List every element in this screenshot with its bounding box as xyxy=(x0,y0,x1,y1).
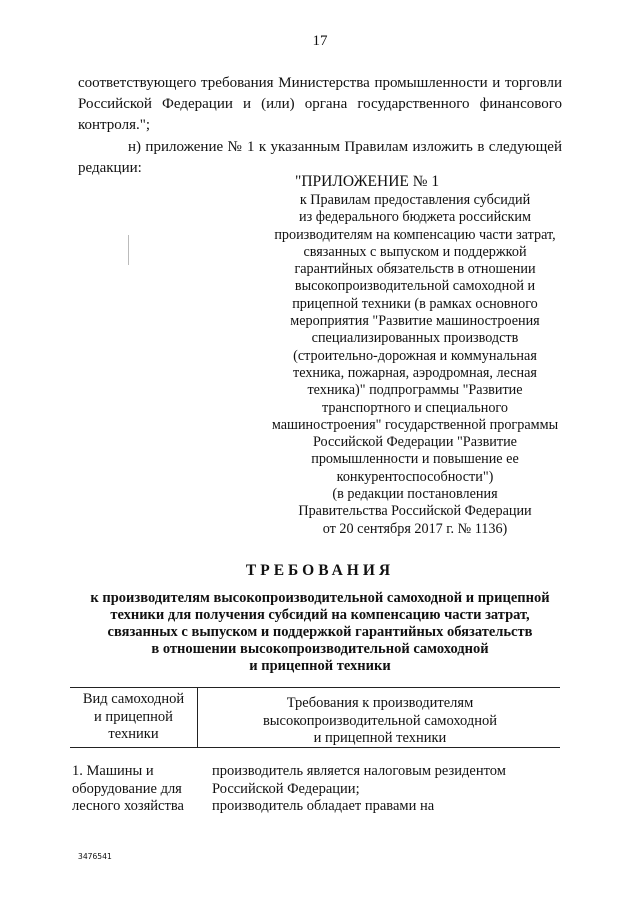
table-cell-type: 1. Машины и xyxy=(72,763,154,779)
table-row-requirements xyxy=(212,763,506,816)
appendix-line: машиностроения" государственной программы xyxy=(271,416,559,433)
appendix-line: техника)" подпрограммы "Развитие xyxy=(307,382,523,399)
table-top-border xyxy=(70,687,560,688)
table-row xyxy=(72,763,184,816)
table-header-line: техники xyxy=(108,726,159,742)
intro-line-3: контроля."; xyxy=(78,117,151,133)
requirements-subtitle xyxy=(60,590,580,675)
table-cell-type: оборудование для xyxy=(72,780,182,797)
table-cell-requirement: производитель обладает правами на xyxy=(212,798,435,815)
page-number: 17 xyxy=(312,33,328,49)
appendix-line: гарантийных обязательств в отношении xyxy=(294,261,536,278)
appendix-line: из федерального бюджета российским xyxy=(299,209,531,226)
table-cell-requirement: Российской Федерации; xyxy=(212,780,360,797)
table-header-line: и прицепной техники xyxy=(313,730,447,746)
appendix-line: специализированных производств xyxy=(311,330,519,347)
requirements-subtitle-line: и прицепной техники xyxy=(249,658,391,674)
requirements-subtitle-line: техники для получения субсидий на компенсацию части затрат, xyxy=(110,607,530,623)
appendix-line: техника, пожарная, аэродромная, лесная xyxy=(293,364,537,381)
intro-line-4: н) приложение № 1 к указанным Правилам изложить в следующей xyxy=(128,139,562,155)
table-cell-requirement: производитель является налоговым резидентом xyxy=(212,763,506,779)
appendix-line: Правительства Российской Федерации xyxy=(298,503,532,520)
table-header-type xyxy=(70,691,197,744)
requirements-subtitle-line: к производителям высокопроизводительной самоходной и прицепной xyxy=(90,590,550,606)
document-code: 3476541 xyxy=(78,852,112,861)
appendix-line: промышленности и повышение ее xyxy=(311,451,519,468)
requirements-subtitle-line: в отношении высокопроизводительной самоходной xyxy=(151,641,489,657)
appendix-header xyxy=(265,172,565,538)
appendix-line: к Правилам предоставления субсидий xyxy=(299,192,531,208)
intro-line-5: редакции: xyxy=(78,160,142,176)
table-header-line: Требования к производителям xyxy=(286,695,474,711)
requirements-subtitle-line: связанных с выпуском и поддержкой гарантийных обязательств xyxy=(107,624,533,640)
appendix-line: прицепной техники (в рамках основного xyxy=(292,295,538,312)
appendix-line: от 20 сентября 2017 г. № 1136) xyxy=(322,520,508,537)
table-column-divider xyxy=(197,687,198,747)
appendix-line: (строительно-дорожная и коммунальная xyxy=(293,347,537,364)
appendix-line: мероприятия "Развитие машиностроения xyxy=(290,313,540,330)
requirements-title: ТРЕБОВАНИЯ xyxy=(245,562,395,579)
appendix-title: "ПРИЛОЖЕНИЕ № 1 xyxy=(295,173,440,190)
table-header-requirements xyxy=(200,695,560,748)
table-cell-type: лесного хозяйства xyxy=(72,798,184,815)
appendix-line: транспортного и специального xyxy=(322,399,508,416)
table-header-line: и прицепной xyxy=(94,708,173,725)
appendix-line: (в редакции постановления xyxy=(332,486,498,503)
appendix-line: Российской Федерации "Развитие xyxy=(313,434,517,451)
intro-line-2: Российской Федерации и (или) органа государственного финансового xyxy=(78,96,562,112)
scan-mark xyxy=(128,235,129,265)
appendix-line: производителям на компенсацию части затрат, xyxy=(274,226,556,243)
appendix-line: связанных с выпуском и поддержкой xyxy=(303,243,527,260)
appendix-line: конкурентоспособности") xyxy=(336,468,494,485)
table-header-line: высокопроизводительной самоходной xyxy=(262,712,498,729)
appendix-line: высокопроизводительной самоходной и xyxy=(294,278,536,295)
table-header-line: Вид самоходной xyxy=(82,691,185,707)
intro-line-1: соответствующего требования Министерства промышленности и торговли xyxy=(78,75,562,91)
